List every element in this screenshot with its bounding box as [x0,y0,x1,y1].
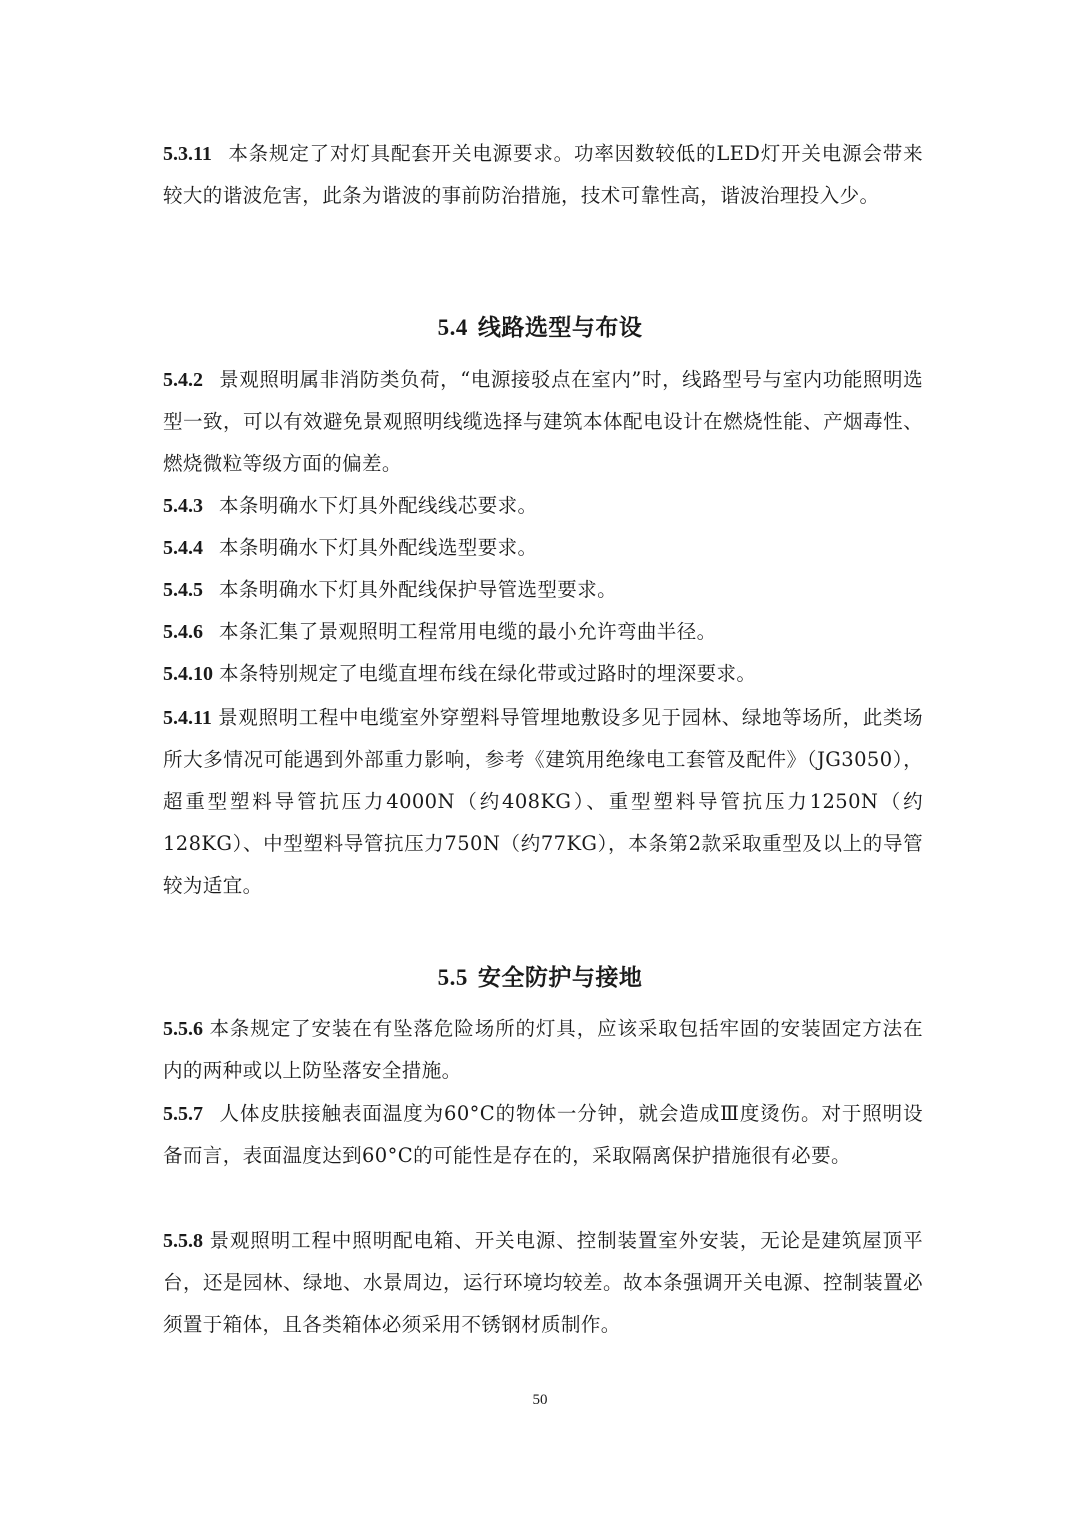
section-heading-text: 线路选型与布设 [477,314,643,341]
clause-number: 5.5.8 [163,1230,203,1252]
clause-number: 5.4.10 [163,663,213,685]
section-number: 5.5 [437,965,468,990]
clause-number: 5.4.2 [163,369,203,391]
clause-text: 人体皮肤接触表面温度为60°C的物体一分钟，就会造成Ⅲ度烫伤。对于照明设备而言，表面温度达到60°C的可能性是存在的，采取隔离保护措施很有必要。 [163,1102,923,1167]
clause-number: 5.4.6 [163,621,203,643]
clause-5-4-10 [163,653,923,695]
clause-5-3-11 [163,133,923,217]
clause-text: 本条规定了安装在有坠落危险场所的灯具，应该采取包括牢固的安装固定方法在内的两种或以上防坠落安全措施。 [163,1017,923,1082]
clause-5-4-6 [163,611,923,653]
clause-number: 5.5.6 [163,1018,203,1040]
section-title-5-4 [0,310,1080,346]
clause-text: 本条特别规定了电缆直埋布线在绿化带或过路时的埋深要求。 [219,662,757,685]
clause-text: 本条汇集了景观照明工程常用电缆的最小允许弯曲半径。 [219,620,717,643]
clause-number: 5.4.11 [163,707,212,729]
clause-text: 景观照明工程中电缆室外穿塑料导管埋地敷设多见于园林、绿地等场所，此类场所大多情况可能遇到外部重力影响，参考《建筑用绝缘电工套管及配件》（JG3050），超重型塑料导管抗压力4000N（约408KG）、重型塑料导管抗压力1250N（约128KG）、中型塑料导管抗压力750N（约77KG），本条第2款采取重型及以上的导管较为适宜。 [163,706,923,897]
clause-text: 景观照明属非消防类负荷，“电源接驳点在室内”时，线路型号与室内功能照明选型一致，可以有效避免景观照明线缆选择与建筑本体配电设计在燃烧性能、产烟毒性、燃烧微粒等级方面的偏差。 [163,368,923,475]
clause-number: 5.3.11 [163,143,212,165]
clause-text: 景观照明工程中照明配电箱、开关电源、控制装置室外安装，无论是建筑屋顶平台，还是园林、绿地、水景周边，运行环境均较差。故本条强调开关电源、控制装置必须置于箱体，且各类箱体必须采用不锈钢材质制作。 [163,1229,923,1336]
clause-text: 本条明确水下灯具外配线选型要求。 [219,536,538,559]
clause-5-5-8 [163,1220,923,1346]
clause-number: 5.4.4 [163,537,203,559]
clause-5-5-7 [163,1093,923,1177]
clause-number: 5.4.5 [163,579,203,601]
clause-text: 本条规定了对灯具配套开关电源要求。功率因数较低的LED灯开关电源会带来较大的谐波危害，此条为谐波的事前防治措施，技术可靠性高，谐波治理投入少。 [163,142,923,207]
clause-5-5-6 [163,1008,923,1092]
clause-number: 5.5.7 [163,1103,203,1125]
clause-text: 本条明确水下灯具外配线保护导管选型要求。 [219,578,618,601]
section-heading-text: 安全防护与接地 [477,964,643,991]
section-number: 5.4 [437,315,468,340]
clause-text: 本条明确水下灯具外配线线芯要求。 [219,494,538,517]
clause-5-4-4 [163,527,923,569]
page-number: 50 [532,1392,548,1408]
section-title-5-5 [0,960,1080,996]
clause-5-4-2 [163,359,923,485]
clause-5-4-5 [163,569,923,611]
clause-5-4-11 [163,697,923,907]
clause-5-4-3 [163,485,923,527]
clause-number: 5.4.3 [163,495,203,517]
